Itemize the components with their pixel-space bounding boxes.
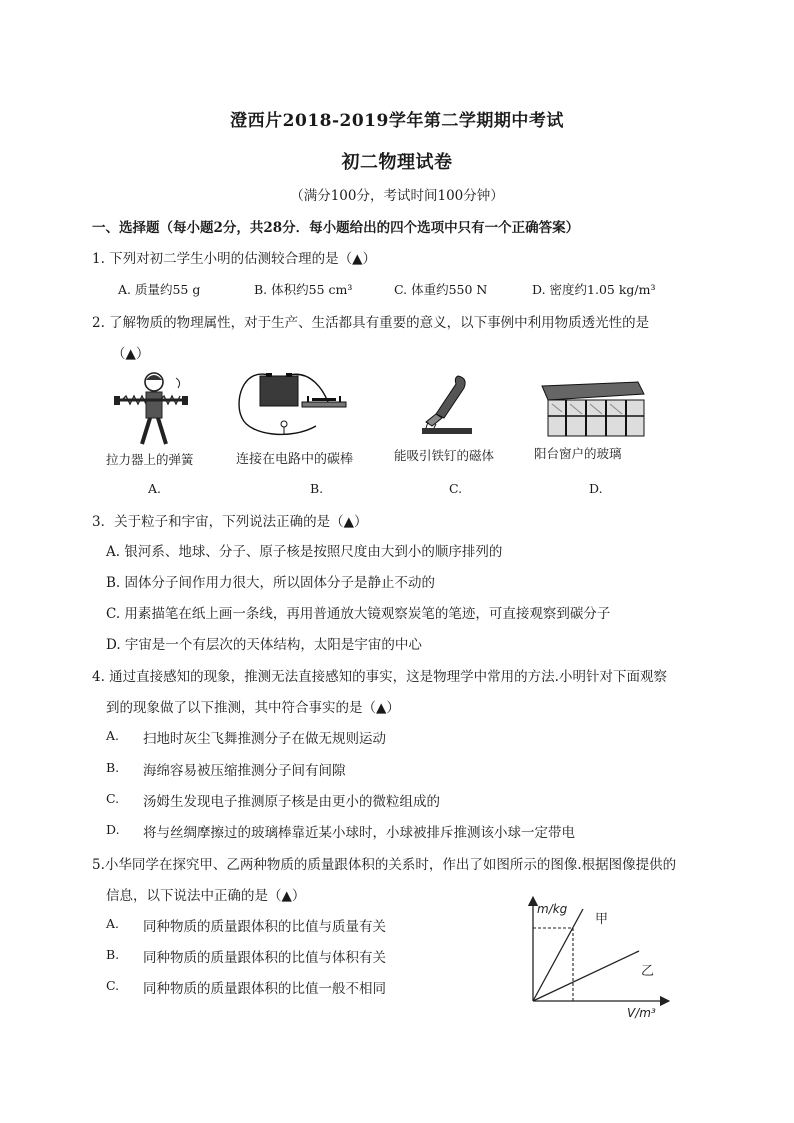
- q1-option-c: C. 体重约550 N: [394, 282, 488, 297]
- q4-option-b: 海绵容易被压缩推测分子间有间隙: [143, 763, 346, 779]
- exam-title: 澄西片2018-2019学年第二学期期中考试: [230, 111, 564, 131]
- graph-line-yi: [533, 951, 639, 1001]
- q2-letter-d: D.: [589, 481, 603, 496]
- q4-stem-line2: 到的现象做了以下推测，其中符合事实的是（▲）: [106, 700, 400, 716]
- q4-option-c: 汤姆生发现电子推测原子核是由更小的微粒组成的: [143, 794, 440, 810]
- q4-letter-a: A.: [106, 728, 120, 743]
- exam-subtitle: 初二物理试卷: [341, 152, 453, 173]
- q5-stem-line2: 信息，以下说法中正确的是（▲）: [106, 888, 306, 904]
- q2-caption-a: 拉力器上的弹簧: [106, 452, 194, 467]
- q1-option-b: B. 体积约55 cm³: [254, 282, 353, 297]
- spring-exerciser-image: [112, 370, 192, 448]
- q1-option-d: D. 密度约1.05 kg/m³: [532, 282, 656, 297]
- q4-letter-d: D.: [106, 822, 120, 837]
- q1-option-a: A. 质量约55 g: [118, 282, 201, 297]
- q2-letter-a: A.: [148, 481, 162, 496]
- exam-note: （满分100分，考试时间100分钟）: [290, 188, 504, 204]
- q5-option-b: 同种物质的质量跟体积的比值与体积有关: [143, 950, 386, 966]
- q2-stem-line1: 2. 了解物质的物理属性，对于生产、生活都具有重要的意义，以下事例中利用物质透光性的是: [92, 315, 650, 331]
- graph-label-yi: 乙: [641, 964, 655, 979]
- q5-option-c: 同种物质的质量跟体积的比值一般不相同: [143, 981, 386, 997]
- q3-option-a: A. 银河系、地球、分子、原子核是按照尺度由大到小的顺序排列的: [106, 544, 503, 560]
- q3-option-b: B. 固体分子间作用力很大，所以固体分子是静止不动的: [106, 575, 436, 591]
- q2-caption-c: 能吸引铁钉的磁体: [394, 448, 495, 463]
- section-heading: 一、选择题（每小题2分，共28分．每小题给出的四个选项中只有一个正确答案）: [92, 220, 580, 236]
- carbon-rod-circuit-image: [232, 372, 352, 444]
- graph-label-jia: 甲: [595, 912, 609, 927]
- q4-stem-line1: 4. 通过直接感知的现象，推测无法直接感知的事实，这是物理学中常用的方法.小明针对下面观察: [92, 669, 667, 685]
- q5-option-a: 同种物质的质量跟体积的比值与质量有关: [143, 919, 386, 935]
- q5-letter-a: A.: [106, 916, 120, 931]
- q4-letter-b: B.: [106, 760, 120, 775]
- q5-stem-line1: 5.小华同学在探究甲、乙两种物质的质量跟体积的关系时，作出了如图所示的图像.根据图像提供的: [92, 857, 677, 873]
- q3-stem: 3．关于粒子和宇宙，下列说法正确的是（▲）: [92, 514, 368, 530]
- q2-stem-line2: （▲）: [112, 346, 150, 362]
- graph-y-label: m/kg: [537, 902, 568, 916]
- q2-letter-c: C.: [449, 481, 463, 496]
- q1-stem: 1. 下列对初二学生小明的估测较合理的是（▲）: [92, 251, 377, 267]
- mass-volume-graph: [515, 895, 675, 1020]
- balcony-window-image: [538, 380, 648, 440]
- q2-letter-b: B.: [310, 481, 324, 496]
- graph-line-jia: [533, 909, 583, 1001]
- magnet-image: [396, 372, 482, 442]
- q3-option-d: D. 宇宙是一个有层次的天体结构，太阳是宇宙的中心: [106, 637, 422, 653]
- graph-x-label: V/m³: [627, 1006, 656, 1020]
- q4-letter-c: C.: [106, 791, 120, 806]
- q5-letter-c: C.: [106, 978, 120, 993]
- q4-option-d: 将与丝绸摩擦过的玻璃棒靠近某小球时，小球被排斥推测该小球一定带电: [143, 825, 575, 841]
- q2-caption-d: 阳台窗户的玻璃: [534, 446, 622, 461]
- q3-option-c: C. 用素描笔在纸上画一条线，再用普通放大镜观察炭笔的笔迹，可直接观察到碳分子: [106, 606, 611, 622]
- q2-caption-b: 连接在电路中的碳棒: [236, 452, 354, 467]
- q4-option-a: 扫地时灰尘飞舞推测分子在做无规则运动: [143, 731, 386, 747]
- q5-letter-b: B.: [106, 947, 120, 962]
